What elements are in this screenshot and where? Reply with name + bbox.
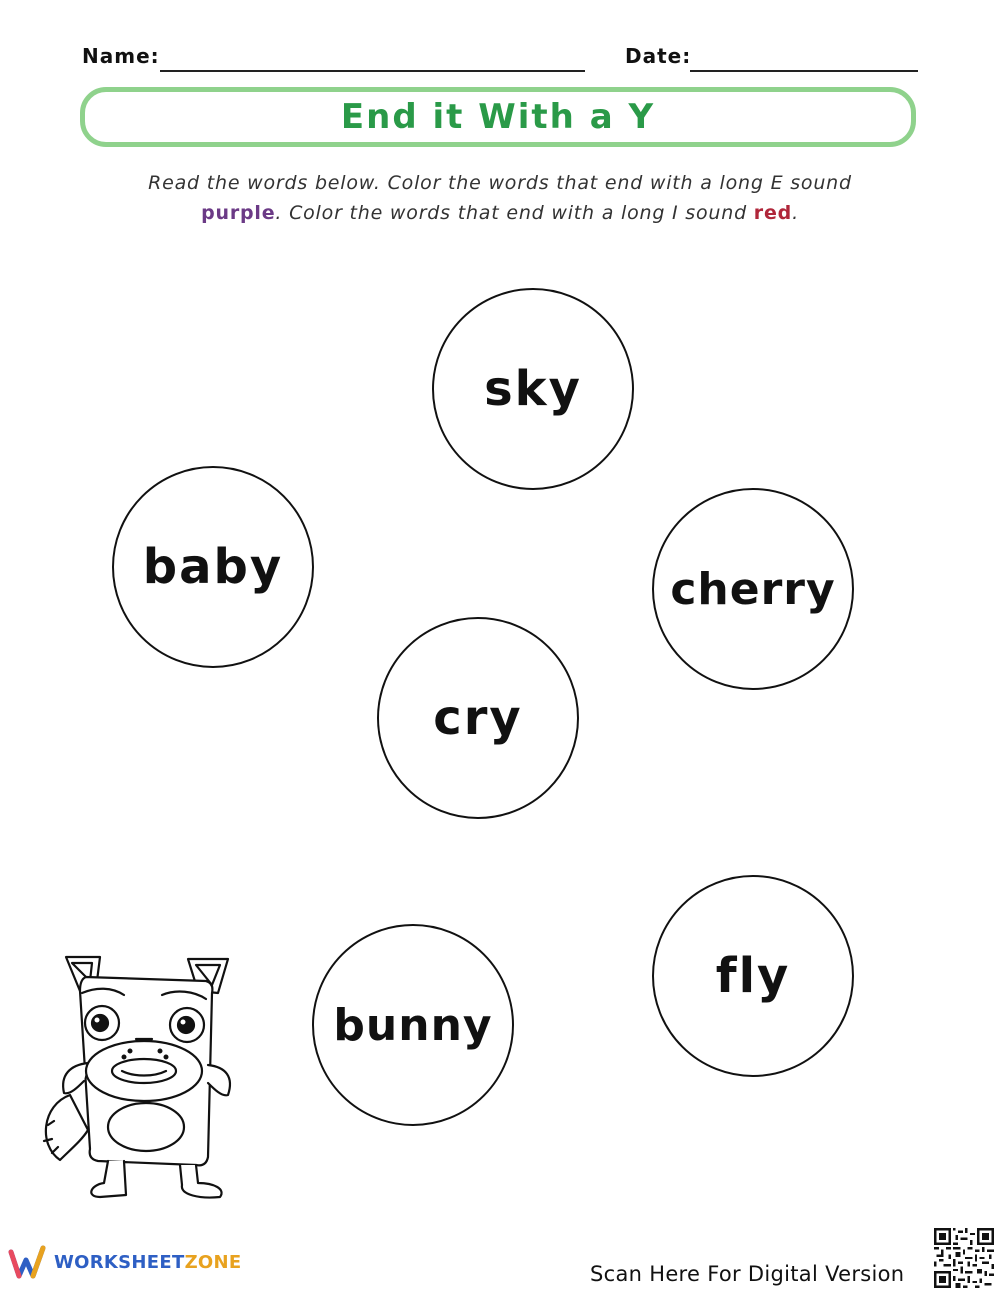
word-circle-baby[interactable] [112, 466, 314, 668]
word-circle-cry[interactable] [377, 617, 579, 819]
word-circle-bunny[interactable] [312, 924, 514, 1126]
word-circle-cherry[interactable] [652, 488, 854, 690]
word-cherry: cherry [670, 563, 836, 615]
qr-code-icon[interactable] [934, 1228, 994, 1288]
brand-name [54, 1252, 242, 1273]
word-baby: baby [142, 539, 284, 595]
instructions [120, 168, 880, 228]
name-label: Name: [82, 44, 160, 68]
date-label: Date: [625, 44, 692, 68]
instructions-part1: Read the words below. Color the words that end with a long E sound [148, 172, 852, 194]
brand-logo[interactable] [8, 1244, 242, 1280]
instructions-part3: . [792, 202, 799, 224]
title-banner [80, 87, 916, 147]
date-line[interactable] [690, 70, 918, 72]
word-cry: cry [433, 690, 523, 746]
word-bunny: bunny [333, 999, 493, 1051]
name-line[interactable] [160, 70, 585, 72]
word-fly: fly [715, 948, 791, 1004]
brand-name-main: WORKSHEET [54, 1251, 185, 1273]
dog-illustration [30, 945, 245, 1205]
scan-text: Scan Here For Digital Version [590, 1262, 905, 1286]
word-circle-fly[interactable] [652, 875, 854, 1077]
page-title: End it With a Y [340, 97, 656, 137]
brand-name-accent: ZONE [184, 1251, 242, 1273]
word-circle-sky[interactable] [432, 288, 634, 490]
instructions-red-word: red [753, 202, 793, 224]
worksheetzone-logo-icon [8, 1244, 48, 1280]
instructions-part2: . Color the words that end with a long I sound [275, 202, 754, 224]
word-sky: sky [484, 361, 582, 417]
instructions-purple-word: purple [201, 202, 276, 224]
